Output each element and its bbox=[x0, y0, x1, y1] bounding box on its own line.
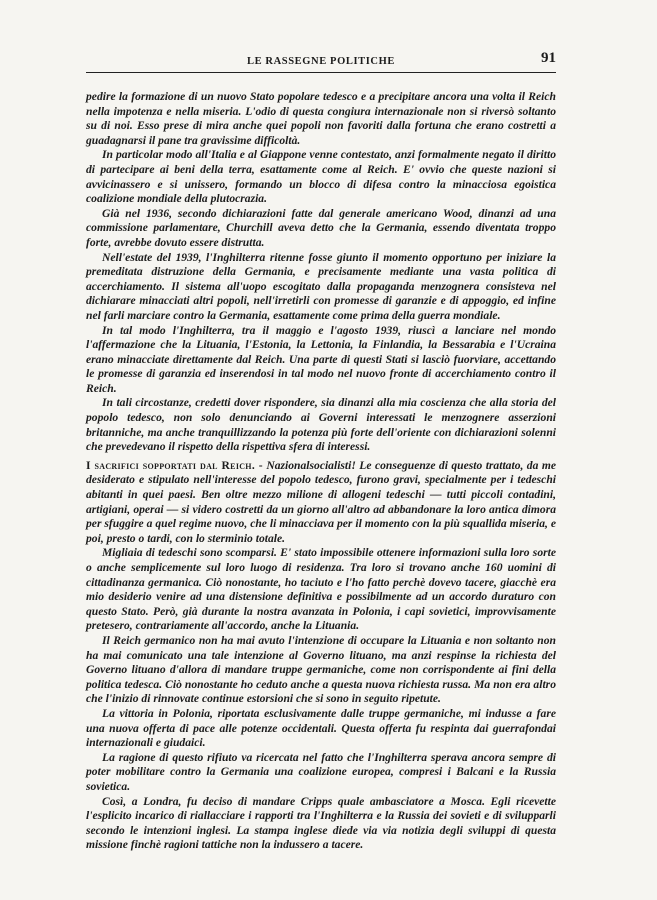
running-title: LE RASSEGNE POLITICHE bbox=[247, 56, 395, 67]
paragraph: Già nel 1936, secondo dichiarazioni fatte dal generale americano Wood, dinanzi ad una commissione parlamentare, Churchill aveva detto che la Germania, essendo diventata troppo forte, avrebbe dovuto essere distrutta. bbox=[86, 206, 556, 249]
section-paragraph bbox=[86, 459, 556, 547]
section-title: I sacrifici sopportati dal Reich. - bbox=[86, 458, 263, 472]
paragraph: Migliaia di tedeschi sono scomparsi. E' stato impossibile ottenere informazioni sulla loro sorte o anche semplicemente sul loro luogo di residenza. Tra loro si trovano anche 160 uomini di cittadinanza germanica. Ciò nonostante, ho taciuto e l'ho fatto perchè dovevo tacere, giacchè era mio desiderio venire ad una distensione definitiva e possibilmente ad un accordo duraturo con questo Stato. Però, già durante la nostra avanzata in Polonia, i capi sovietici, improvvisamente pretesero, contrariamente all'accordo, anche la Lituania. bbox=[86, 546, 556, 633]
page-number: 91 bbox=[541, 50, 556, 66]
paragraph: Così, a Londra, fu deciso di mandare Cripps quale ambasciatore a Mosca. Egli ricevette l'esplicito incarico di riallacciare i rapporti tra l'Inghilterra e la Russia dei sovieti e di svilupparli secondo le intenzioni inglesi. La stampa inglese diede via via notizia degli sviluppi di questa missione finchè ragioni tattiche non la indussero a tacere. bbox=[86, 794, 556, 852]
paragraph: La ragione di questo rifiuto va ricercata nel fatto che l'Inghilterra sperava ancora sempre di poter mobilitare contro la Germania una coalizione europea, compresi i Balcani e la Russia sovietica. bbox=[86, 750, 556, 793]
body-text bbox=[86, 90, 556, 853]
section-text: Nazionalsocialisti! Le conseguenze di questo trattato, da me desiderato e stipulato nell'interesse del popolo tedesco, furono gravi, specialmente per i tedeschi abitanti in quei paesi. Ben oltre mezzo milione di allogeni tedeschi — tutti piccoli contadini, artigiani, operai — si videro costretti da un giorno all'altro ad abbandonare la loro antica dimora per sfuggire a quel regime nuovo, che li minacciava per il momento con la più squallida miseria, e poi, presto o tardi, con lo sterminio totale. bbox=[86, 458, 556, 545]
paragraph: In particolar modo all'Italia e al Giappone venne contestato, anzi formalmente negato il diritto di partecipare ai beni della terra, esattamente come al Reich. E' ovvio che queste nazioni si avvicinassero e si unissero, formando un blocco di difesa contro la minacciosa egoistica coalizione mondiale della plutocrazia. bbox=[86, 148, 556, 206]
paragraph: Nell'estate del 1939, l'Inghilterra ritenne fosse giunto il momento opportuno per iniziare la premeditata distruzione della Germania, e precisamente mediante una vasta politica di accerchiamento. Il sistema all'uopo escogitato dalla propaganda menzognera consisteva nel dichiarare minacciati altri popoli, nell'irretirli con promesse di garanzie e di appoggio, ed infine nel farli marciare contro la Germania, esattamente come prima della guerra mondiale. bbox=[86, 250, 556, 322]
paragraph: pedire la formazione di un nuovo Stato popolare tedesco e a precipitare ancora una volta il Reich nella impotenza e nella miseria. L'odio di questa congiura internazionale non si riversò soltanto su di noi. Esso prese di mira anche quei popoli non favoriti dalla fortuna che erano costretti a guadagnarsi il pane tra gravissime difficoltà. bbox=[86, 90, 556, 147]
page-header bbox=[86, 50, 556, 73]
paragraph: La vittoria in Polonia, riportata esclusivamente dalle truppe germaniche, mi indusse a fare una nuova offerta di pace alle potenze occidentali. Questa offerta fu respinta dai guerrafondai internazionali e giudaici. bbox=[86, 706, 556, 750]
paragraph: In tali circostanze, credetti dover rispondere, sia dinanzi alla mia coscienza che alla storia del popolo tedesco, non solo denunciando ai Governi interessati le menzognere asserzioni britanniche, ma anche tranquillizzando la potenza più forte dell'oriente con dichiarazioni solenni che prevedevano il rispetto della rispettiva sfera di interessi. bbox=[86, 396, 556, 454]
paragraph: In tal modo l'Inghilterra, tra il maggio e l'agosto 1939, riuscì a lanciare nel mondo l'affermazione che la Lituania, l'Estonia, la Lettonia, la Finlandia, la Bessarabia e l'Ucraina erano minacciate direttamente dal Reich. Una parte di questi Stati si lasciò fuorviare, accettando le promesse di garanzia ed inserendosi in tal modo nel nuovo fronte di accerchiamento contro il Reich. bbox=[86, 323, 556, 395]
paragraph: Il Reich germanico non ha mai avuto l'intenzione di occupare la Lituania e non soltanto non ha mai comunicato una tale intenzione al Governo lituano, ma anzi respinse la richiesta del Governo lituano d'allora di mandare truppe germaniche, come non corrispondente ai fini della politica tedesca. Ciò nonostante ho ceduto anche a questa nuova richiesta russa. Ma non era altro che l'inizio di rinnovate continue estorsioni che si sono in seguito ripetute. bbox=[86, 633, 556, 706]
